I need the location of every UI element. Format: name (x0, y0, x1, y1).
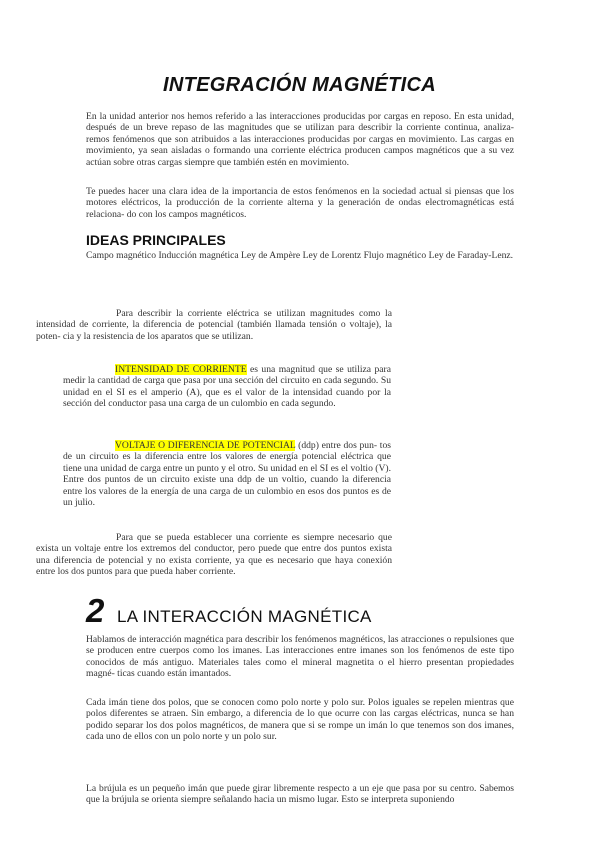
page-title: INTEGRACIÓN MAGNÉTICA (163, 74, 436, 96)
section2-paragraph-2: Cada imán tiene dos polos, que se conocen como polo norte y polo sur. Polos iguales se repelen mientras que polos diferentes se atraen. Sin embargo, a diferencia de lo que ocurre con las cargas eléctricas, nunca se han podido separar los dos polos magnéticos, de manera que si se rompe un imán lo que tenemos son dos imanes, cada uno de ellos con un polo norte y un polo sur. (86, 697, 514, 743)
magnitudes-closing: Para que se pueda establecer una corriente es siempre necesario que exista un voltaje entre los extremos del conductor, pero puede que entre dos puntos exista una diferencia de potencial y no exista corriente, ya que es necesario que haya conexión entre los dos puntos para que pueda haber corriente. (36, 532, 392, 578)
intensidad-text: es una magnitud que se utiliza para medir la cantidad de carga que pasa por una sección del circuito en cada segundo. Su unidad en el SI es el amperio (A), que es el valor de la intensidad cuando por la sección del conductor pasa una carga de un culombio en cada segundo. (63, 364, 391, 410)
intensidad-term: INTENSIDAD DE CORRIENTE (115, 364, 247, 375)
section2-paragraph-1: Hablamos de interacción magnética para describir los fenómenos magnéticos, las atracciones o repulsiones que se producen entre cuerpos como los imanes. Las interacciones entre imanes son los fenómenos de este tipo conocidos de más antiguo. Materiales tales como el mineral magnetita o el hierro presentan propiedades magné- ticas cuando están imantados. (86, 634, 514, 680)
intro-paragraph-2: Te puedes hacer una clara idea de la importancia de estos fenómenos en la sociedad actual si piensas que los motores eléctricos, la producción de la corriente alterna y la generación de ondas electromagnéticas está relaciona- do con los campos magnéticos. (86, 186, 514, 220)
ideas-heading: IDEAS PRINCIPALES (86, 232, 226, 248)
voltaje-text: (ddp) entre dos pun- tos de un circuito es la diferencia entre los valores de energía potencial eléctrica que tiene una unidad de carga entre un punto y el otro. Su unidad en el SI es el voltio (V). Entre dos puntos de un circuito existe una ddp de un voltio, cuando la diferencia entre los valores de la energía de una carga de un culombio en esos dos puntos es de un julio. (63, 440, 391, 509)
intensidad-paragraph (63, 364, 391, 410)
section-heading: LA INTERACCIÓN MAGNÉTICA (117, 607, 372, 626)
intro-paragraph-1: En la unidad anterior nos hemos referido a las interacciones producidas por cargas en reposo. En esta unidad, después de un breve repaso de las magnitudes que se utilizan para describir la corriente continua, analiza- remos fenómenos que son atribuidos a las interacciones producidas por cargas en movimiento. Las cargas en movimiento, ya sean aisladas o formando una corriente eléctrica producen campos magnéticos que a su vez actúan sobre otras cargas siempre que también estén en movimiento. (86, 111, 514, 168)
voltaje-term: VOLTAJE O DIFERENCIA DE POTENCIAL (115, 440, 296, 451)
section-number: 2 (86, 592, 105, 629)
ideas-text: Campo magnético Inducción magnética Ley de Ampère Ley de Lorentz Flujo magnético Ley de Faraday-Lenz. (86, 250, 514, 261)
section2-paragraph-3: La brújula es un pequeño imán que puede girar libremente respecto a un eje que pasa por su centro. Sabemos que la brújula se orienta siempre señalando hacia un mismo lugar. Esto se interpreta suponiendo (86, 783, 514, 806)
voltaje-paragraph (63, 440, 391, 508)
magnitudes-intro: Para describir la corriente eléctrica se utilizan magnitudes como la intensidad de corriente, la diferencia de potencial (también llamada tensión o voltaje), la poten- cia y la resistencia de los aparatos que se utilizan. (36, 308, 392, 342)
